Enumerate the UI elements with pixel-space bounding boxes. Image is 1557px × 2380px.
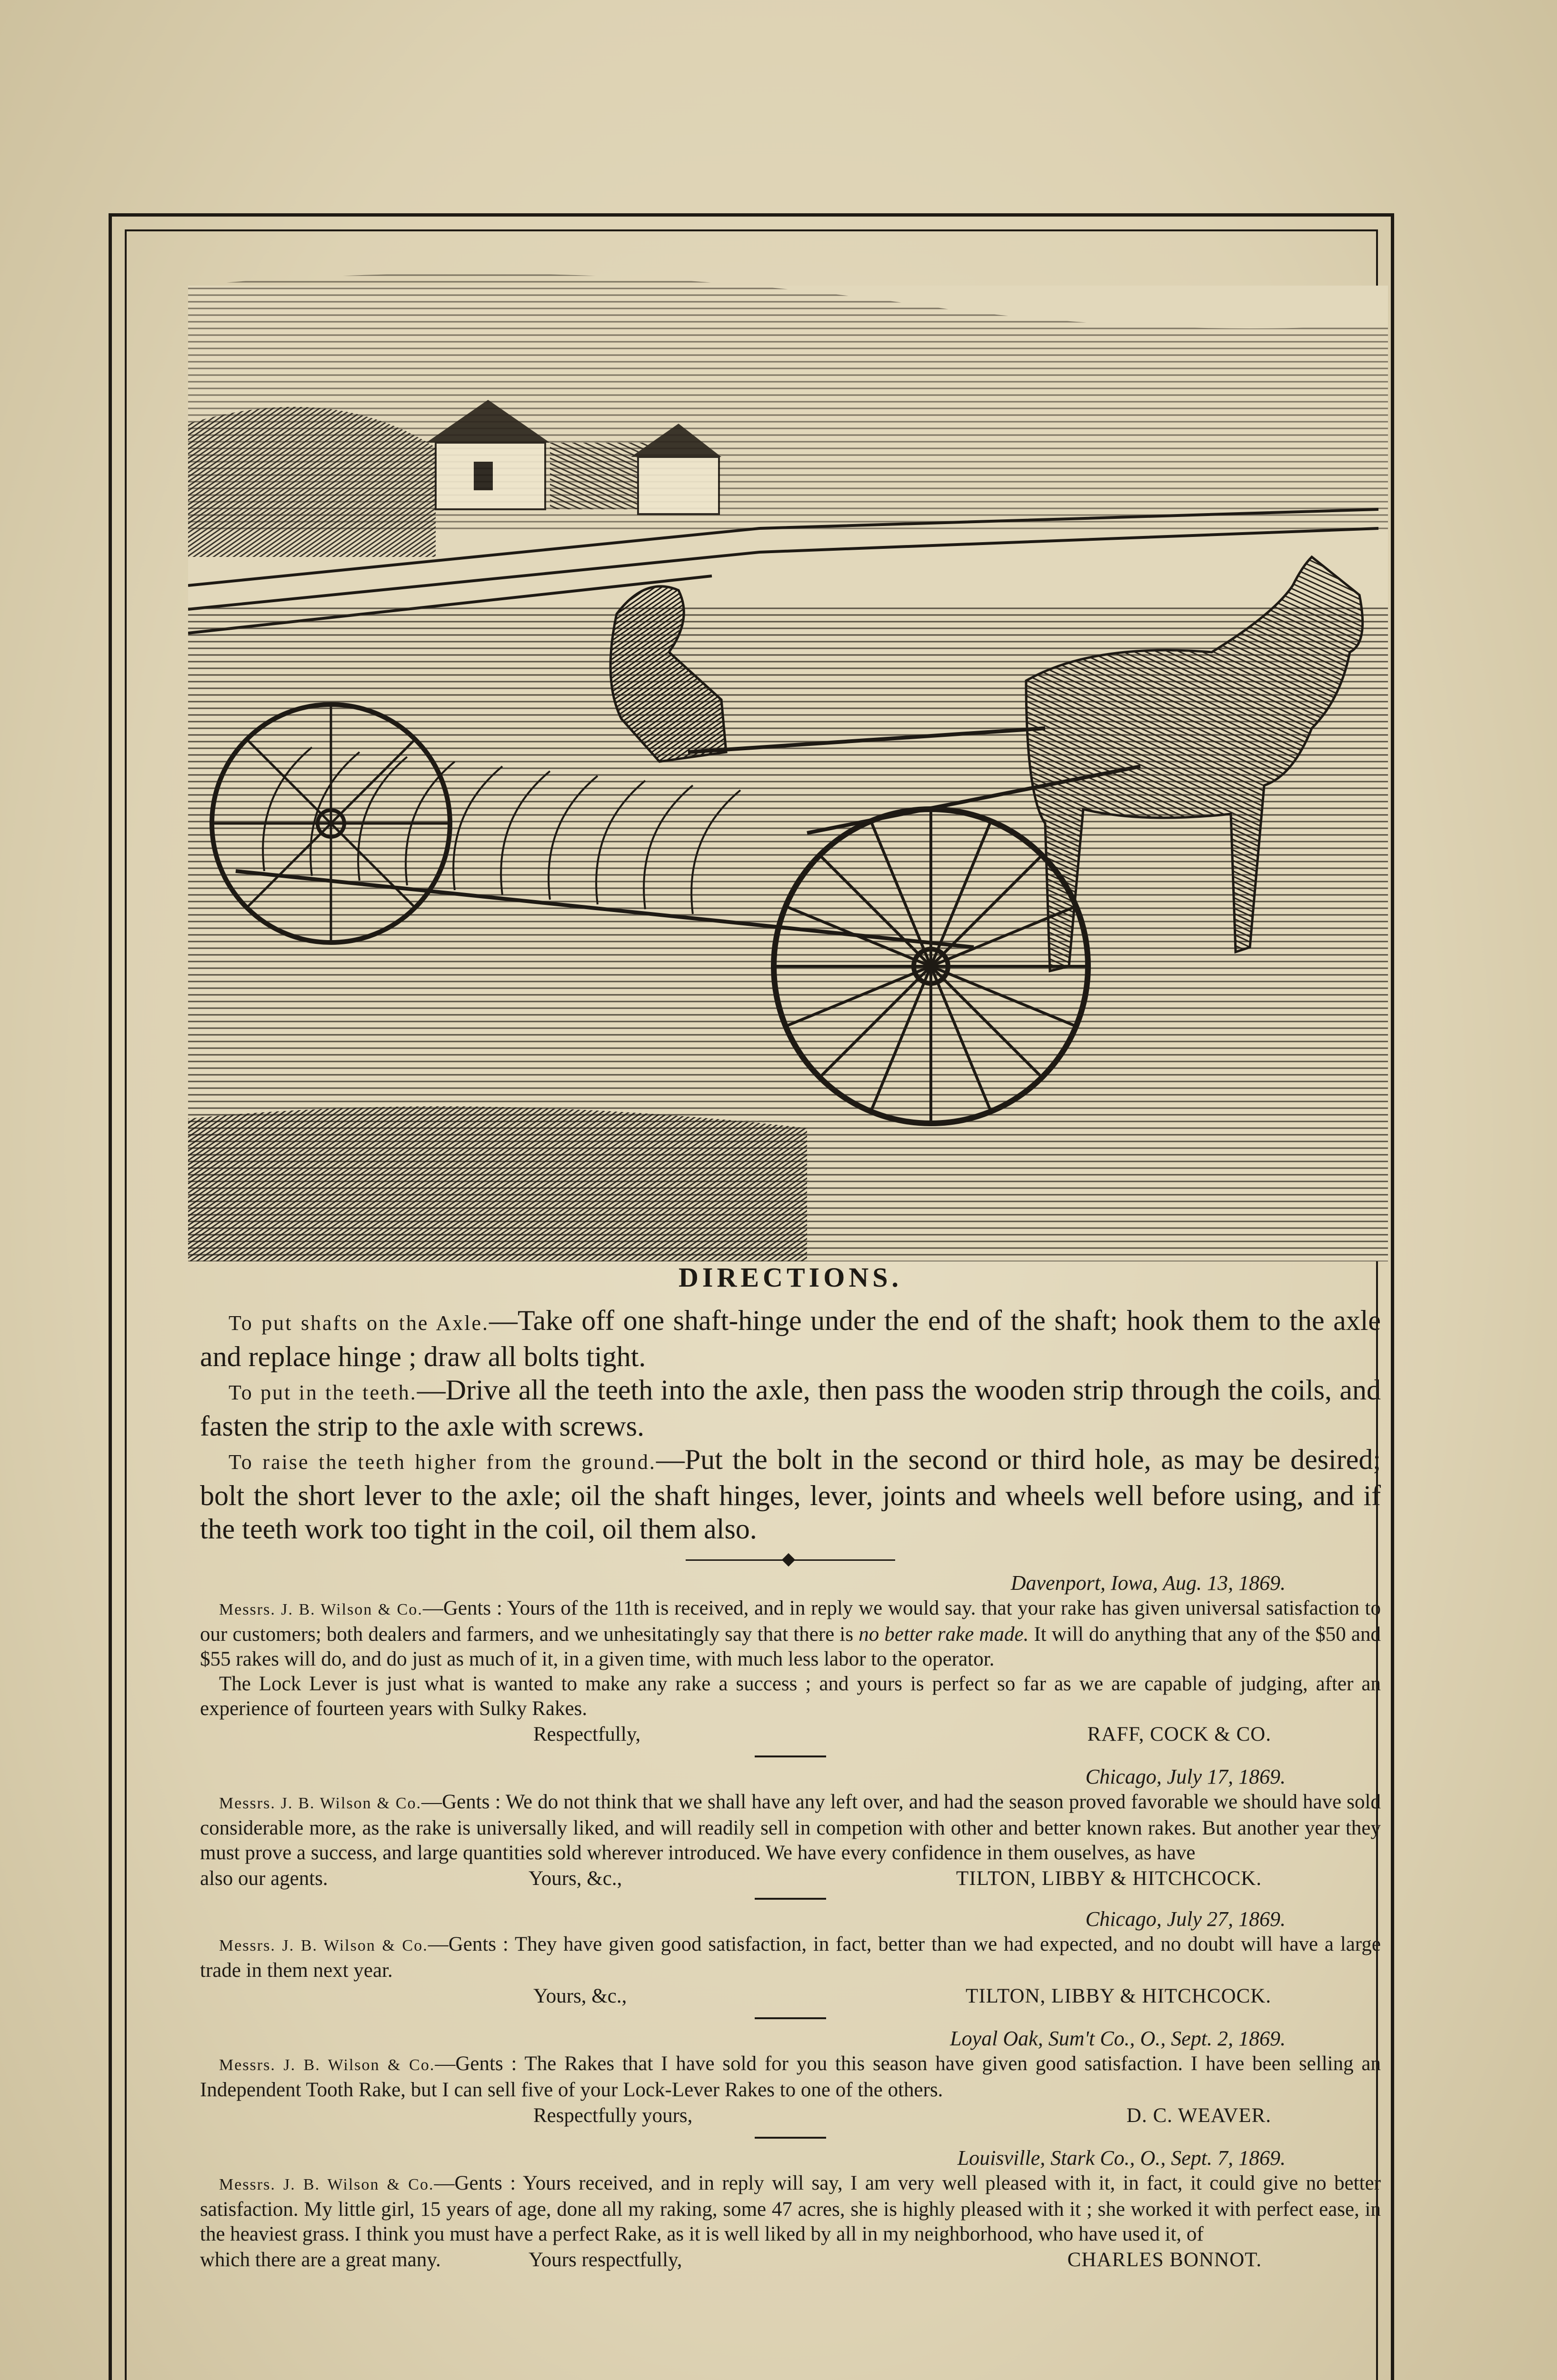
letter-closing: Respectfully yours, bbox=[533, 2104, 693, 2127]
direction-text: —Put the bolt in the second or third hole, as may be desired; bolt the short lever to the axle; oil the shaft hinges, lever, joints and wheels well before using, and if the teeth work too tight in the coil, oil them also. bbox=[200, 1444, 1381, 1545]
letter-place-date: Davenport, Iowa, Aug. 13, 1869. bbox=[1010, 1571, 1286, 1595]
letter-closing: Yours, &c., bbox=[533, 1985, 627, 2007]
letter-body: Messrs. J. B. Wilson & Co.—Gents : Yours received, and in reply will say, I am very well pleased with it, in fact, it could give no better satisfaction. My little girl, 15 years of age, done all my raking, some 47 acres, she is highly pleased with it ; she worked it with perfect ease, in the heaviest grass. I think you must have a perfect Rake, as it is well liked by all in my neighborhood, who have used it, of bbox=[200, 2172, 1381, 2245]
direction-text: —Take off one shaft-hinge under the end of the shaft; hook them to the axle and replace hinge ; draw all bolts tight. bbox=[200, 1305, 1381, 1372]
letter-signature-row bbox=[200, 2102, 1381, 2131]
letter-salutation: Messrs. J. B. Wilson & Co. bbox=[219, 2176, 434, 2193]
letter-place-date: Chicago, July 27, 1869. bbox=[1085, 1907, 1286, 1931]
letter-body: Messrs. J. B. Wilson & Co.—Gents : The Rakes that I have sold for you this season have given good satisfaction. I have been selling an Independent Tooth Rake, but I can sell five of your Lock-Lever Rakes to one of the others. bbox=[200, 2053, 1381, 2101]
letter-body-tail: which there are a great many. bbox=[200, 2249, 441, 2271]
letter-salutation: Messrs. J. B. Wilson & Co. bbox=[219, 1795, 422, 1812]
directions-title: DIRECTIONS. bbox=[679, 1262, 902, 1293]
letter-body: Messrs. J. B. Wilson & Co.—Gents : They have given good satisfaction, in fact, better than we had expected, and no doubt will have a large trade in them next year. bbox=[200, 1933, 1381, 1982]
testimonial-tilton-2 bbox=[200, 1906, 1381, 2012]
letter-salutation: Messrs. J. B. Wilson & Co. bbox=[219, 1601, 423, 1618]
letter-place-date: Louisville, Stark Co., O., Sept. 7, 1869. bbox=[957, 2146, 1286, 2170]
ornament-divider bbox=[686, 1554, 895, 1566]
letter-signature-row bbox=[200, 1865, 1381, 1892]
letter-body: Messrs. J. B. Wilson & Co.—Gents : Yours of the 11th is received, and in reply we would say. that your rake has given universal satisfaction to our customers; both dealers and farmers, and we unhesitatingly say that there is no better rake made. It will do anything that any of the $50 and $55 rakes will do, and do just as much of it, in a given time, with much less labor to the operator. bbox=[200, 1597, 1381, 1670]
letter-closing: Respectfully, bbox=[533, 1723, 641, 1745]
letter-separator bbox=[755, 1755, 826, 1757]
letter-place-date: Loyal Oak, Sum't Co., O., Sept. 2, 1869. bbox=[950, 2027, 1286, 2050]
letter-signature-row bbox=[200, 1721, 1381, 1750]
letter-signer: D. C. WEAVER. bbox=[1126, 2104, 1271, 2127]
letter-separator bbox=[755, 1898, 826, 1900]
testimonial-raff-cock bbox=[200, 1570, 1381, 1750]
direction-text: —Drive all the teeth into the axle, then pass the wooden strip through the coils, and fasten the strip to the axle with screws. bbox=[200, 1374, 1381, 1442]
letter-signer: TILTON, LIBBY & HITCHCOCK. bbox=[966, 1985, 1271, 2007]
direction-heading: To raise the teeth higher from the ground. bbox=[229, 1450, 656, 1474]
letter-salutation: Messrs. J. B. Wilson & Co. bbox=[219, 1937, 428, 1954]
letter-signature-row bbox=[200, 2247, 1381, 2273]
letter-signer: CHARLES BONNOT. bbox=[1067, 2249, 1262, 2271]
testimonial-tilton-1 bbox=[200, 1764, 1381, 1892]
letter-separator bbox=[755, 2137, 826, 2139]
letter-body: Messrs. J. B. Wilson & Co.—Gents : We do not think that we shall have any left over, and had the season proved favorable we should have sold considerable more, as the rake is universally liked, and will readily sell in competion with other and better known rakes. But another year they must prove a success, and large quantities sold wherever introduced. We have every confidence in them ouselves, as have bbox=[200, 1791, 1381, 1864]
direction-raise-teeth bbox=[200, 1443, 1381, 1546]
testimonial-weaver bbox=[200, 2026, 1381, 2131]
letter-signer: TILTON, LIBBY & HITCHCOCK. bbox=[956, 1867, 1262, 1890]
letter-place-date: Chicago, July 17, 1869. bbox=[1085, 1765, 1286, 1788]
letter-salutation: Messrs. J. B. Wilson & Co. bbox=[219, 2056, 435, 2074]
letter-body-tail: also our agents. bbox=[200, 1867, 328, 1890]
letter-separator bbox=[755, 2017, 826, 2019]
direction-heading: To put in the teeth. bbox=[229, 1381, 417, 1404]
direction-teeth bbox=[200, 1373, 1381, 1443]
page-content bbox=[200, 1261, 1381, 2273]
letter-body-2: The Lock Lever is just what is wanted to make any rake a success ; and yours is perfect so far as we are capable of judging, after an experience of fourteen years with Sulky Rakes. bbox=[200, 1673, 1381, 1720]
letter-signer: RAFF, COCK & CO. bbox=[1087, 1723, 1271, 1745]
direction-shafts bbox=[200, 1304, 1381, 1373]
hay-rake-engraving bbox=[188, 224, 1388, 1261]
direction-heading: To put shafts on the Axle. bbox=[229, 1311, 489, 1335]
letter-closing: Yours respectfully, bbox=[529, 2249, 682, 2271]
letter-signature-row bbox=[200, 1983, 1381, 2012]
letter-closing: Yours, &c., bbox=[529, 1867, 622, 1890]
letter-emphasis: no better rake made. bbox=[858, 1623, 1029, 1646]
testimonial-bonnot bbox=[200, 2145, 1381, 2273]
